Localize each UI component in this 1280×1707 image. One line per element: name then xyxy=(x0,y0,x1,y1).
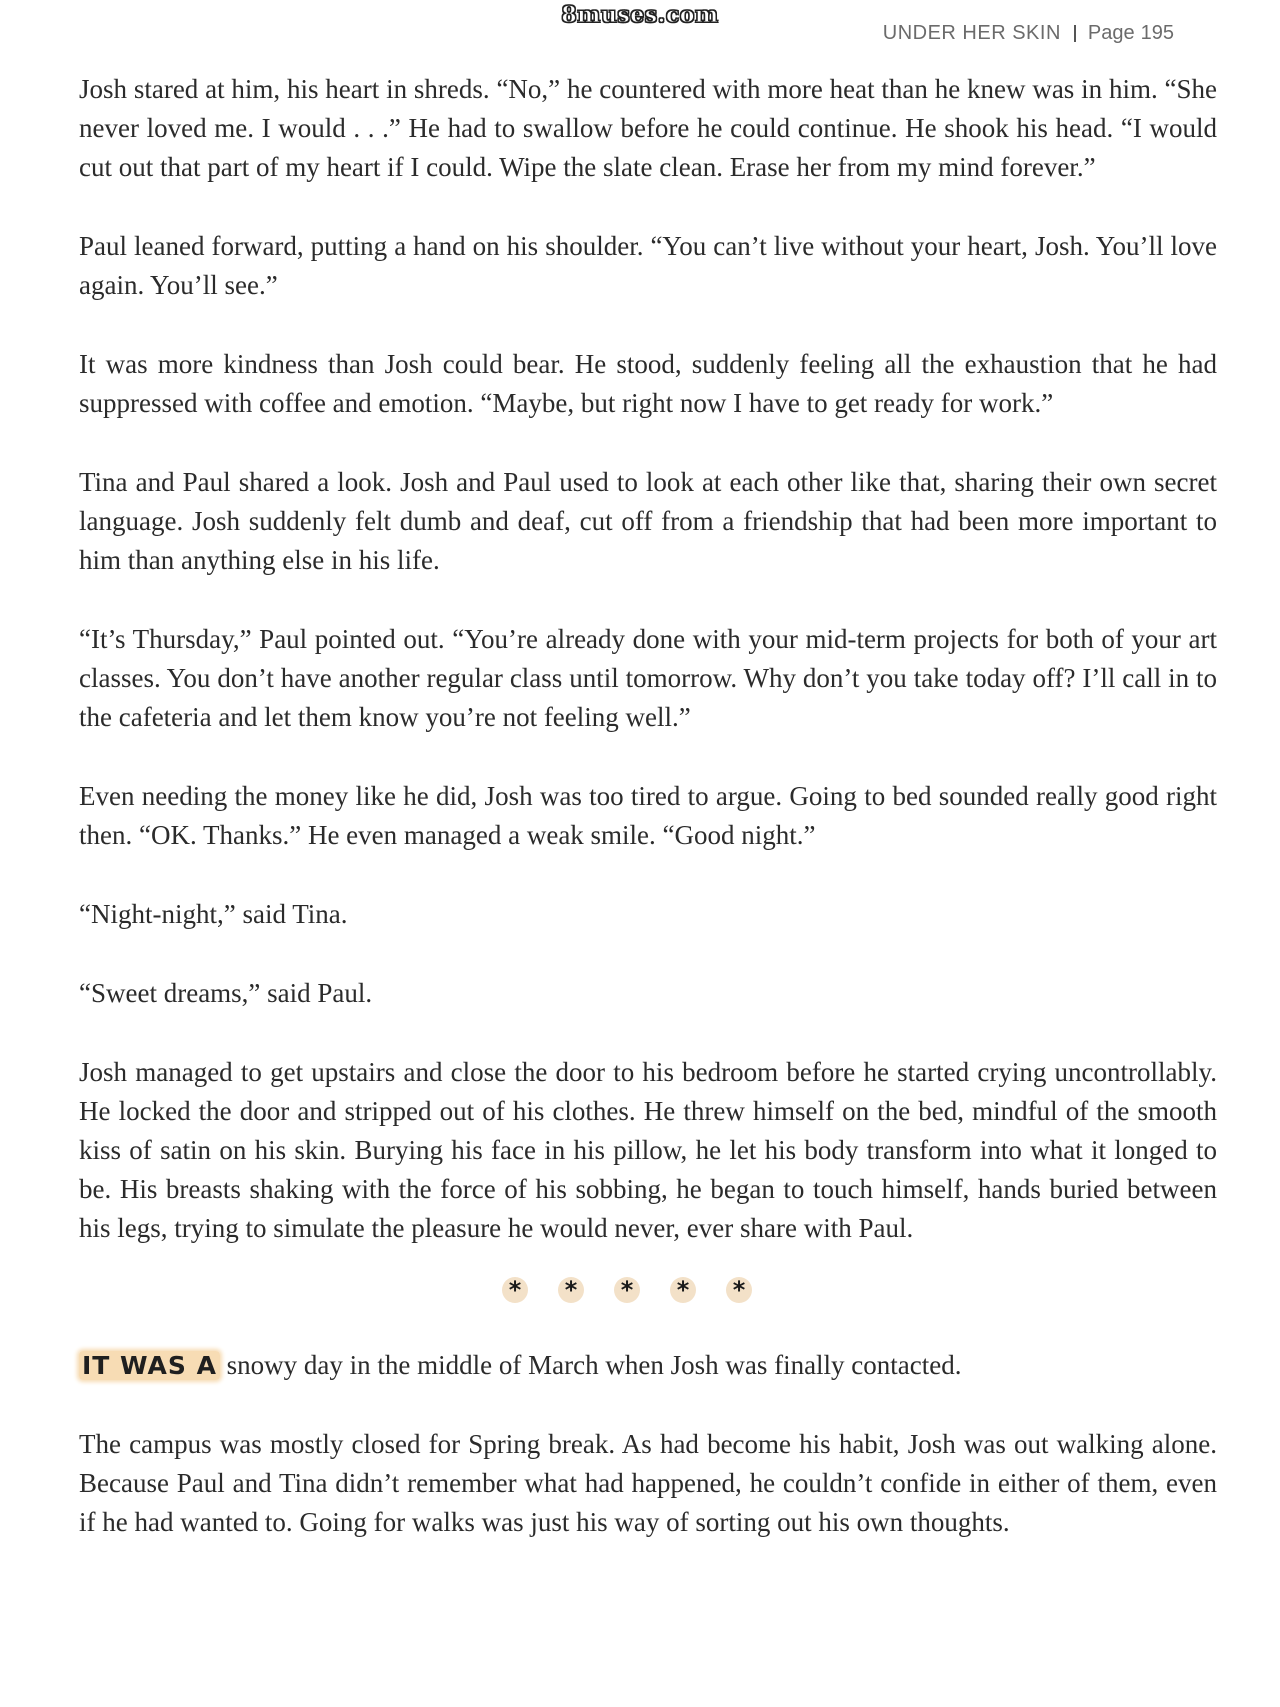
section-first-paragraph-text: snowy day in the middle of March when Josh was finally contacted. xyxy=(219,1350,962,1380)
paragraph-7: “Night-night,” said Tina. xyxy=(79,899,348,929)
paragraph-5: “It’s Thursday,” Paul pointed out. “You’re already done with your mid-term projects for both of your art classes. You don’t have another regular class until tomorrow. Why don’t you take today off? I’ll call in to the cafeteria and let them know you’re not feeling well.” xyxy=(79,624,1217,732)
page-label: Page xyxy=(1087,22,1135,44)
page-number: 195 xyxy=(1140,22,1174,44)
section-first-paragraph xyxy=(79,1346,1217,1385)
paragraph-4: Tina and Paul shared a look. Josh and Paul used to look at each other like that, sharing their own secret language. Josh suddenly felt dumb and deaf, cut off from a friendship that had been more important to him than anything else in his life. xyxy=(79,467,1217,575)
paragraph-9: Josh managed to get upstairs and close the door to his bedroom before he started crying uncontrollably. He locked the door and stripped out of his clothes. He threw himself on the bed, mindful of the smooth kiss of satin on his skin. Burying his face in his pillow, he let his body transform into what it longed to be. His breasts shaking with the force of his sobbing, he began to touch himself, hands buried between his legs, trying to simulate the pleasure he would never, ever share with Paul. xyxy=(79,1057,1217,1243)
paragraph-1: Josh stared at him, his heart in shreds. “No,” he countered with more heat than he knew was in him. “She never loved me. I would . . .” He had to swallow before he could continue. He shook his head. “I would cut out that part of my heart if I could. Wipe the slate clean. Erase her from my mind forever.” xyxy=(79,74,1217,182)
book-title: UNDER HER SKIN xyxy=(882,22,1061,44)
watermark: 8muses.com xyxy=(561,2,719,28)
paragraph-3: It was more kindness than Josh could bear. He stood, suddenly feeling all the exhaustion that he had suppressed with coffee and emotion. “Maybe, but right now I have to get ready for work.” xyxy=(79,349,1217,418)
header-separator xyxy=(1074,25,1076,42)
asterisk-icon: * xyxy=(670,1277,696,1303)
asterisk-icon: * xyxy=(726,1277,752,1303)
paragraph-2: Paul leaned forward, putting a hand on his shoulder. “You can’t live without your heart, Josh. You’ll love again. You’ll see.” xyxy=(79,231,1217,300)
paragraph-6: Even needing the money like he did, Josh was too tired to argue. Going to bed sounded really good right then. “OK. Thanks.” He even managed a weak smile. “Good night.” xyxy=(79,781,1217,850)
body-text xyxy=(79,70,1217,1582)
paragraph-8: “Sweet dreams,” said Paul. xyxy=(79,978,373,1008)
asterisk-icon: * xyxy=(614,1277,640,1303)
section-divider xyxy=(37,1270,1217,1310)
asterisk-icon: * xyxy=(502,1277,528,1303)
running-header xyxy=(883,22,1174,45)
lead-in-text: IT WAS A xyxy=(79,1351,220,1380)
section-paragraph-2: The campus was mostly closed for Spring break. As had become his habit, Josh was out walking alone. Because Paul and Tina didn’t remember what had happened, he couldn’t confide in either of them, even if he had wanted to. Going for walks was just his way of sorting out his own thoughts. xyxy=(79,1429,1217,1537)
asterisk-icon: * xyxy=(558,1277,584,1303)
